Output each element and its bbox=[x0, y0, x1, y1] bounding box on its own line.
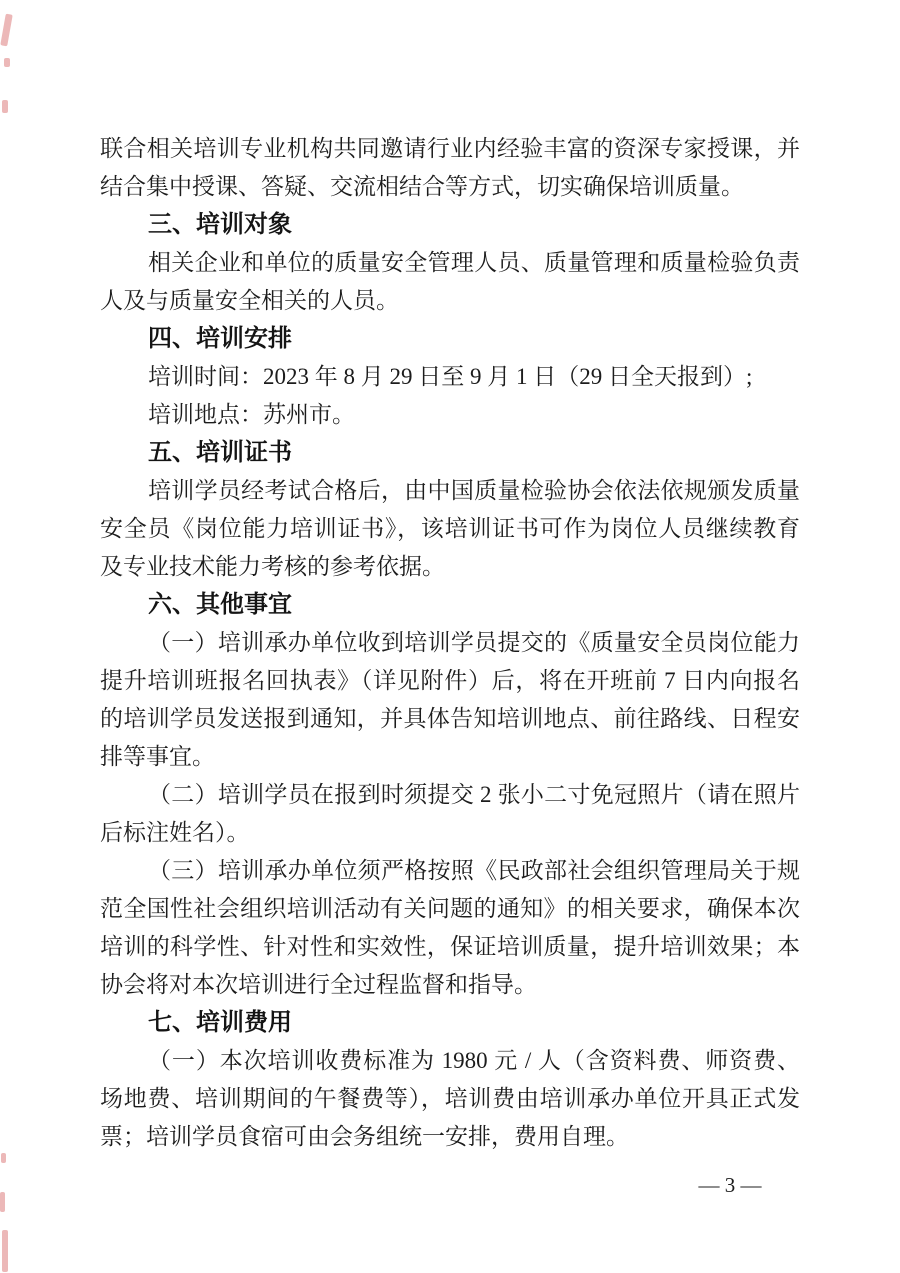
heading-other-matters: 六、其他事宜 bbox=[148, 591, 292, 618]
paragraph-other-item3-line: 协会将对本次培训进行全过程监督和指导。 bbox=[100, 972, 537, 997]
paragraph-fee-line: 场地费、培训期间的午餐费等），培训费由培训承办单位开具正式发 bbox=[100, 1086, 800, 1111]
line-training-location: 培训地点：苏州市。 bbox=[148, 402, 355, 427]
paragraph-other-item3-line: 范全国性社会组织培训活动有关问题的通知》的相关要求，确保本次 bbox=[100, 896, 800, 921]
heading-training-certificate: 五、培训证书 bbox=[148, 439, 292, 466]
paragraph-audience-line: 相关企业和单位的质量安全管理人员、质量管理和质量检验负责 bbox=[148, 250, 800, 275]
paragraph-other-item1-line: 的培训学员发送报到通知，并具体告知培训地点、前往路线、日程安 bbox=[100, 706, 800, 731]
paragraph-other-item3-line: 培训的科学性、针对性和实效性，保证培训质量，提升培训效果；本 bbox=[100, 934, 800, 959]
heading-training-schedule: 四、培训安排 bbox=[148, 325, 292, 352]
heading-training-audience: 三、培训对象 bbox=[148, 211, 292, 238]
scan-mark bbox=[1, 1153, 6, 1163]
scan-mark bbox=[4, 58, 10, 67]
paragraph-fee-line: 票；培训学员食宿可由会务组统一安排，费用自理。 bbox=[100, 1124, 629, 1149]
paragraph-fee-line: （一）本次培训收费标准为 1980 元 / 人（含资料费、师资费、 bbox=[148, 1048, 800, 1073]
paragraph-other-item2-line: （二）培训学员在报到时须提交 2 张小二寸免冠照片（请在照片 bbox=[148, 782, 800, 807]
paragraph-other-item3-line: （三）培训承办单位须严格按照《民政部社会组织管理局关于规 bbox=[148, 858, 800, 883]
heading-training-fee: 七、培训费用 bbox=[148, 1009, 292, 1036]
paragraph-audience-line: 人及与质量安全相关的人员。 bbox=[100, 288, 399, 313]
paragraph-certificate-line: 培训学员经考试合格后，由中国质量检验协会依法依规颁发质量 bbox=[148, 478, 800, 503]
scan-mark bbox=[0, 14, 12, 47]
paragraph-method-line: 联合相关培训专业机构共同邀请行业内经验丰富的资深专家授课，并 bbox=[100, 136, 800, 161]
line-training-time: 培训时间：2023 年 8 月 29 日至 9 月 1 日（29 日全天报到）; bbox=[148, 364, 753, 389]
paragraph-other-item2-line: 后标注姓名）。 bbox=[100, 820, 250, 845]
page-number: — 3 — bbox=[698, 1173, 762, 1197]
document-body bbox=[100, 130, 800, 1156]
paragraph-method-line: 结合集中授课、答疑、交流相结合等方式，切实确保培训质量。 bbox=[100, 174, 744, 199]
paragraph-certificate-line: 安全员《岗位能力培训证书》，该培训证书可作为岗位人员继续教育 bbox=[100, 516, 800, 541]
paragraph-certificate-line: 及专业技术能力考核的参考依据。 bbox=[100, 554, 445, 579]
paragraph-other-item1-line: 排等事宜。 bbox=[100, 744, 215, 769]
scan-mark bbox=[2, 1230, 8, 1272]
paragraph-other-item1-line: （一）培训承办单位收到培训学员提交的《质量安全员岗位能力 bbox=[148, 630, 800, 655]
scan-mark bbox=[0, 1192, 5, 1212]
paragraph-other-item1-line: 提升培训班报名回执表》（详见附件）后，将在开班前 7 日内向报名 bbox=[100, 668, 800, 693]
scan-mark bbox=[2, 100, 8, 113]
